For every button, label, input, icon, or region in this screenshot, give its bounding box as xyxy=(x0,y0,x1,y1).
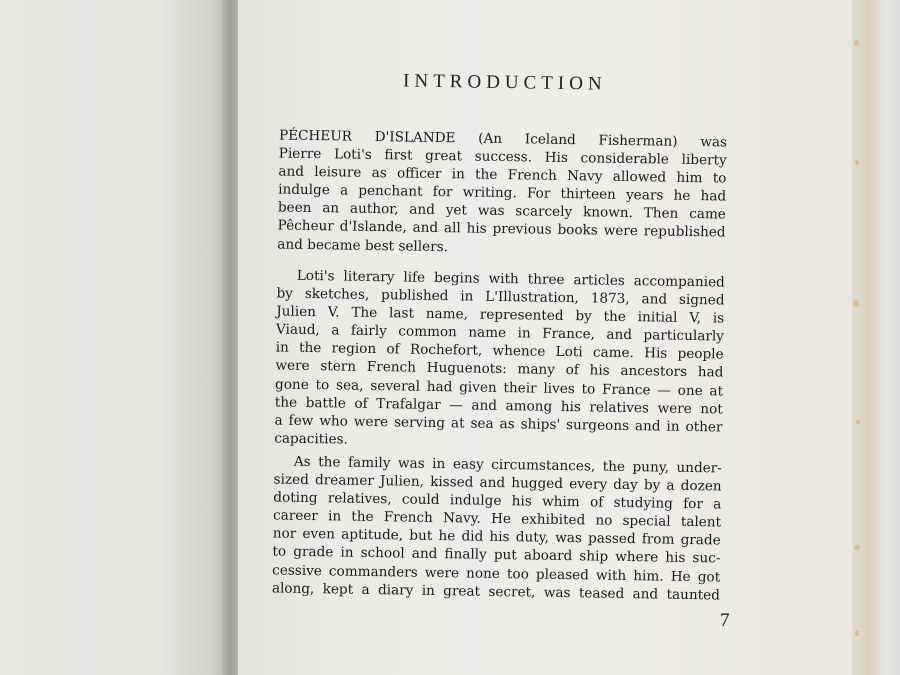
text-line: As the family was in easy circumstances, the puny, under- xyxy=(293,453,722,477)
page-edge xyxy=(852,0,900,675)
text-line: doting relatives, could indulge his whim of studying for a xyxy=(273,489,722,513)
page-text xyxy=(271,0,730,675)
left-page xyxy=(0,0,228,675)
text-line: Viaud, a fairly common name in France, and particularly xyxy=(275,321,725,345)
text-line: capacities. xyxy=(274,430,349,448)
page-number: 7 xyxy=(720,610,730,631)
text-line: Julien V. The last name, represented by the initial V, is xyxy=(276,303,725,327)
text-line: were stern French Huguenots: many of his ancestors had xyxy=(275,357,724,381)
text-line: Loti's literary life begins with three articles accompanied xyxy=(296,267,725,291)
text-line: Pierre Loti's first great success. His considerable liberty xyxy=(278,145,727,169)
text-line: sized dreamer Julien, kissed and hugged every day by a dozen xyxy=(273,471,722,495)
text-line: to grade in school and finally put aboard ship where his suc- xyxy=(272,543,721,567)
text-line: in the region of Rochefort, whence Loti came. His people xyxy=(275,339,724,363)
paragraph-2 xyxy=(274,266,725,454)
text-line: career in the French Navy. He exhibited no special talent xyxy=(272,507,722,531)
text-line: by sketches, published in L'Illustration, 1873, and signed xyxy=(276,285,725,309)
text-line: PÉCHEUR D'ISLANDE (An Iceland Fisherman) was xyxy=(278,127,728,151)
text-line: nor even aptitude, but he did his duty, was passed from grade xyxy=(272,525,721,549)
text-line: cessive commanders were none too pleased with him. He got xyxy=(272,561,721,586)
text-line: along, kept a diary in great secret, was teased and taunted xyxy=(271,580,720,604)
paragraph-1 xyxy=(277,126,727,260)
chapter-heading: INTRODUCTION xyxy=(402,70,607,95)
text-line: been an author, and yet was scarcely known. Then came xyxy=(277,199,726,223)
paragraph-3 xyxy=(272,452,722,604)
text-line: indulge a penchant for writing. For thirteen years he had xyxy=(278,181,727,205)
text-line: Pêcheur d'Islande, and all his previous books were republished xyxy=(277,217,726,241)
text-line: and became best sellers. xyxy=(277,236,449,255)
text-line: a few who were serving at sea as ships' surgeons and in other xyxy=(274,412,723,436)
text-line: and leisure as officer in the French Navy allowed him to xyxy=(278,163,727,187)
text-line: gone to sea, several had given their lives to France — one at xyxy=(274,376,724,400)
text-line: the battle of Trafalgar — and among his relatives were not xyxy=(274,394,723,418)
